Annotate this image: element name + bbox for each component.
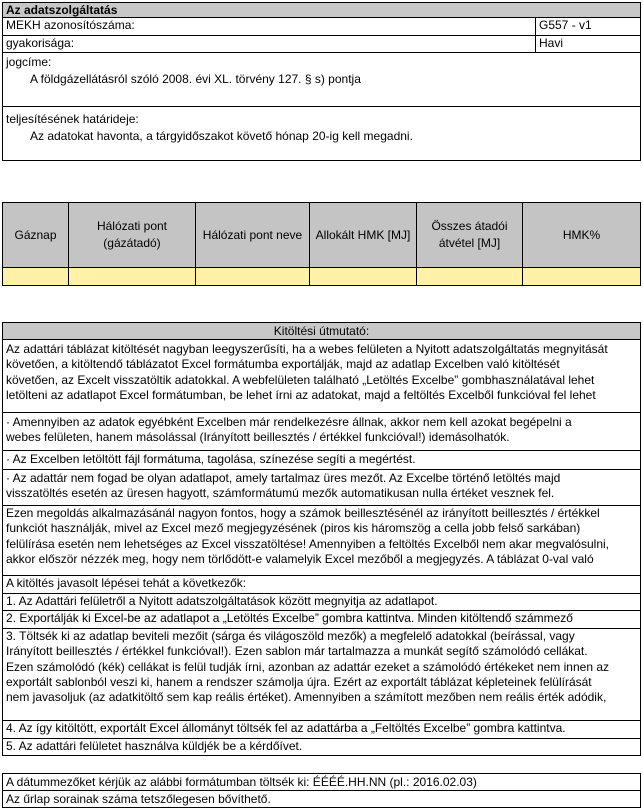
step-3 bbox=[2, 628, 641, 720]
instruction-line: 3. Töltsék ki az adatlap beviteli mezőit (sárga és világoszöld mezők) a megfelelő adatokkal (beírással, vagy bbox=[6, 629, 575, 643]
mekh-id-label: MEKH azonosítószáma: bbox=[6, 18, 135, 32]
instruction-line: akkor először nézzék meg, hogy nem törlődött-e valamelyik Excel mezőből a megjegyzés. A táblázat 0-val való bbox=[6, 551, 594, 566]
instruction-line: felülírása esetén nem lehetséges az Excel visszatöltése! Amennyiben a feltöltés Excelből nem akar megvalósulni, bbox=[6, 536, 609, 551]
deadline-text: Az adatokat havonta, a tárgyidőszakot követő hónap 20-ig kell megadni. bbox=[30, 129, 413, 143]
frequency-value-cell bbox=[535, 36, 641, 53]
frequency-label: gyakorisága: bbox=[6, 36, 75, 50]
instruction-line: visszatöltés esetén az üresen hagyott, számformátumú mezők automatikusan nulla értéket vesznek fel. bbox=[6, 486, 555, 501]
instructions-title: Kitöltési útmutató: bbox=[273, 324, 370, 338]
col-header-halozati-pont: Hálózati pont (gázátadó) bbox=[69, 202, 196, 268]
section-title: Az adatszolgáltatás bbox=[6, 3, 118, 17]
instructions-bullet-2 bbox=[2, 450, 641, 469]
rows-expandable-note: Az űrlap sorainak száma tetszőlegesen bővíthető. bbox=[2, 790, 641, 808]
deadline-row bbox=[2, 107, 641, 161]
instruction-line: Ezen megoldás alkalmazásánál nagyon fontos, hogy a számok beillesztésénél az irányított beillesztés / értékkel bbox=[6, 506, 600, 520]
instructions-title-bar bbox=[2, 322, 641, 340]
mekh-id-value: G557 - v1 bbox=[539, 18, 592, 32]
instruction-line: Irányított beillesztés / értékkel funkcióval!). Ezen sablon már tartalmazza a munkát segítő számolódó cellákat. bbox=[6, 644, 588, 659]
instruction-line: követően, az Excelt visszatöltik adatokkal. A webfelületen található „Letöltés Excelbe” gombhasználatával lehet bbox=[6, 372, 595, 387]
instruction-line: nem javasoljuk (az adatkitöltő sem kap reális értéket). Amennyiben a számított mezőben nem reális érték adódik, bbox=[6, 690, 607, 705]
instruction-line: Ezen számolódó (kék) cellákat is felül tudják írni, azonban az adattár ezeket a számolódó értékeket nem innen az bbox=[6, 659, 609, 674]
input-cell-halozati-pont-neve[interactable] bbox=[196, 268, 310, 286]
instruction-line: 2. Exportálják ki Excel-be az adatlapot a „Letöltés Excelbe” gombra kattintva. Minden kitöltendő számmező bbox=[6, 611, 573, 625]
input-cell-osszes-atadoi[interactable] bbox=[417, 268, 523, 286]
instruction-line: követően, a kitöltendő táblázatot Excel formátumba exportálják, majd az adatlap Excelben való kitöltését bbox=[6, 357, 560, 372]
deadline-label: teljesítésének határideje: bbox=[6, 112, 139, 126]
step-2 bbox=[2, 610, 641, 628]
instruction-line: A kitöltés javasolt lépései tehát a következők: bbox=[6, 576, 247, 590]
instruction-line: 5. Az adattári felületet használva küldjék be a kérdőívet. bbox=[6, 739, 303, 753]
col-header-gaznap: Gáznap bbox=[2, 202, 69, 268]
frequency-value: Havi bbox=[539, 36, 564, 50]
col-header-hmk-percent: HMK% bbox=[523, 202, 641, 268]
instructions-block-2 bbox=[2, 505, 641, 575]
step-5 bbox=[2, 738, 641, 756]
input-cell-hmk-percent[interactable] bbox=[523, 268, 641, 286]
instruction-line: · Az Excelben letöltött fájl formátuma, tagolása, színezése segíti a megértést. bbox=[6, 452, 416, 466]
instruction-line: · Amennyiben az adatok egyébként Excelben már rendelkezésre állnak, akkor nem kell azokat begépelni a bbox=[6, 415, 572, 429]
mekh-id-value-cell bbox=[535, 18, 641, 36]
instruction-line: exportált sablonból veszi ki, hanem a rendszer számolja újra. Ezért az exportált táblázat képleteinek felülírását bbox=[6, 674, 592, 689]
section-title-bar bbox=[2, 2, 641, 18]
instructions-bullet-3 bbox=[2, 469, 641, 505]
input-cell-gaznap[interactable] bbox=[2, 268, 69, 286]
instructions-block-1 bbox=[2, 340, 641, 412]
steps-intro bbox=[2, 575, 641, 593]
col-header-osszes-atadoi: Összes átadói átvétel [MJ] bbox=[417, 202, 523, 268]
instruction-line: Az adattári táblázat kitöltését nagyban leegyszerűsíti, ha a webes felületen a Nyitott adatszolgáltatás megnyitását bbox=[6, 342, 608, 356]
step-4 bbox=[2, 720, 641, 738]
instruction-line: webes felületen, hanem másolással (Irányított beillesztés / értékkel funkcióval!) idemásolhatók. bbox=[6, 430, 510, 445]
instruction-line: 1. Az Adattári felületről a Nyitott adatszolgáltatások között megnyitja az adatlapot. bbox=[6, 594, 438, 608]
date-format-note: A dátummezőket kérjük az alábbi formátumban töltsék ki: ÉÉÉÉ.HH.NN (pl.: 2016.02.03) bbox=[2, 773, 641, 791]
step-1 bbox=[2, 593, 641, 610]
legal-basis-row bbox=[2, 53, 641, 107]
col-header-halozati-pont-neve: Hálózati pont neve bbox=[196, 202, 310, 268]
input-cell-allokalt-hmk[interactable] bbox=[310, 268, 417, 286]
instructions-bullet-1 bbox=[2, 412, 641, 450]
legal-basis-label: jogcíme: bbox=[6, 55, 52, 69]
col-header-allokalt-hmk: Allokált HMK [MJ] bbox=[310, 202, 417, 268]
instruction-line: letölteni az adatlapot Excel formátumban, be lehet írni az adatokat, majd a feltöltés Excelből funkcióval fel lehet bbox=[6, 387, 596, 402]
legal-basis-text: A földgázellátásról szóló 2008. évi XL. törvény 127. § s) pontja bbox=[30, 72, 361, 86]
input-cell-halozati-pont[interactable] bbox=[69, 268, 196, 286]
instruction-line: funkciót használják, mivel az Excel mező megjegyzésének (piros kis háromszög a cella jobb felső sarkában) bbox=[6, 521, 581, 536]
instruction-line: 4. Az így kitöltött, exportált Excel állományt töltsék fel az adattárba a „Feltöltés Excelbe” gombra kattintva. bbox=[6, 721, 566, 735]
instruction-line: · Az adattár nem fogad be olyan adatlapot, amely tartalmaz üres mezőt. Az Excelbe történő letöltés majd bbox=[6, 471, 561, 485]
